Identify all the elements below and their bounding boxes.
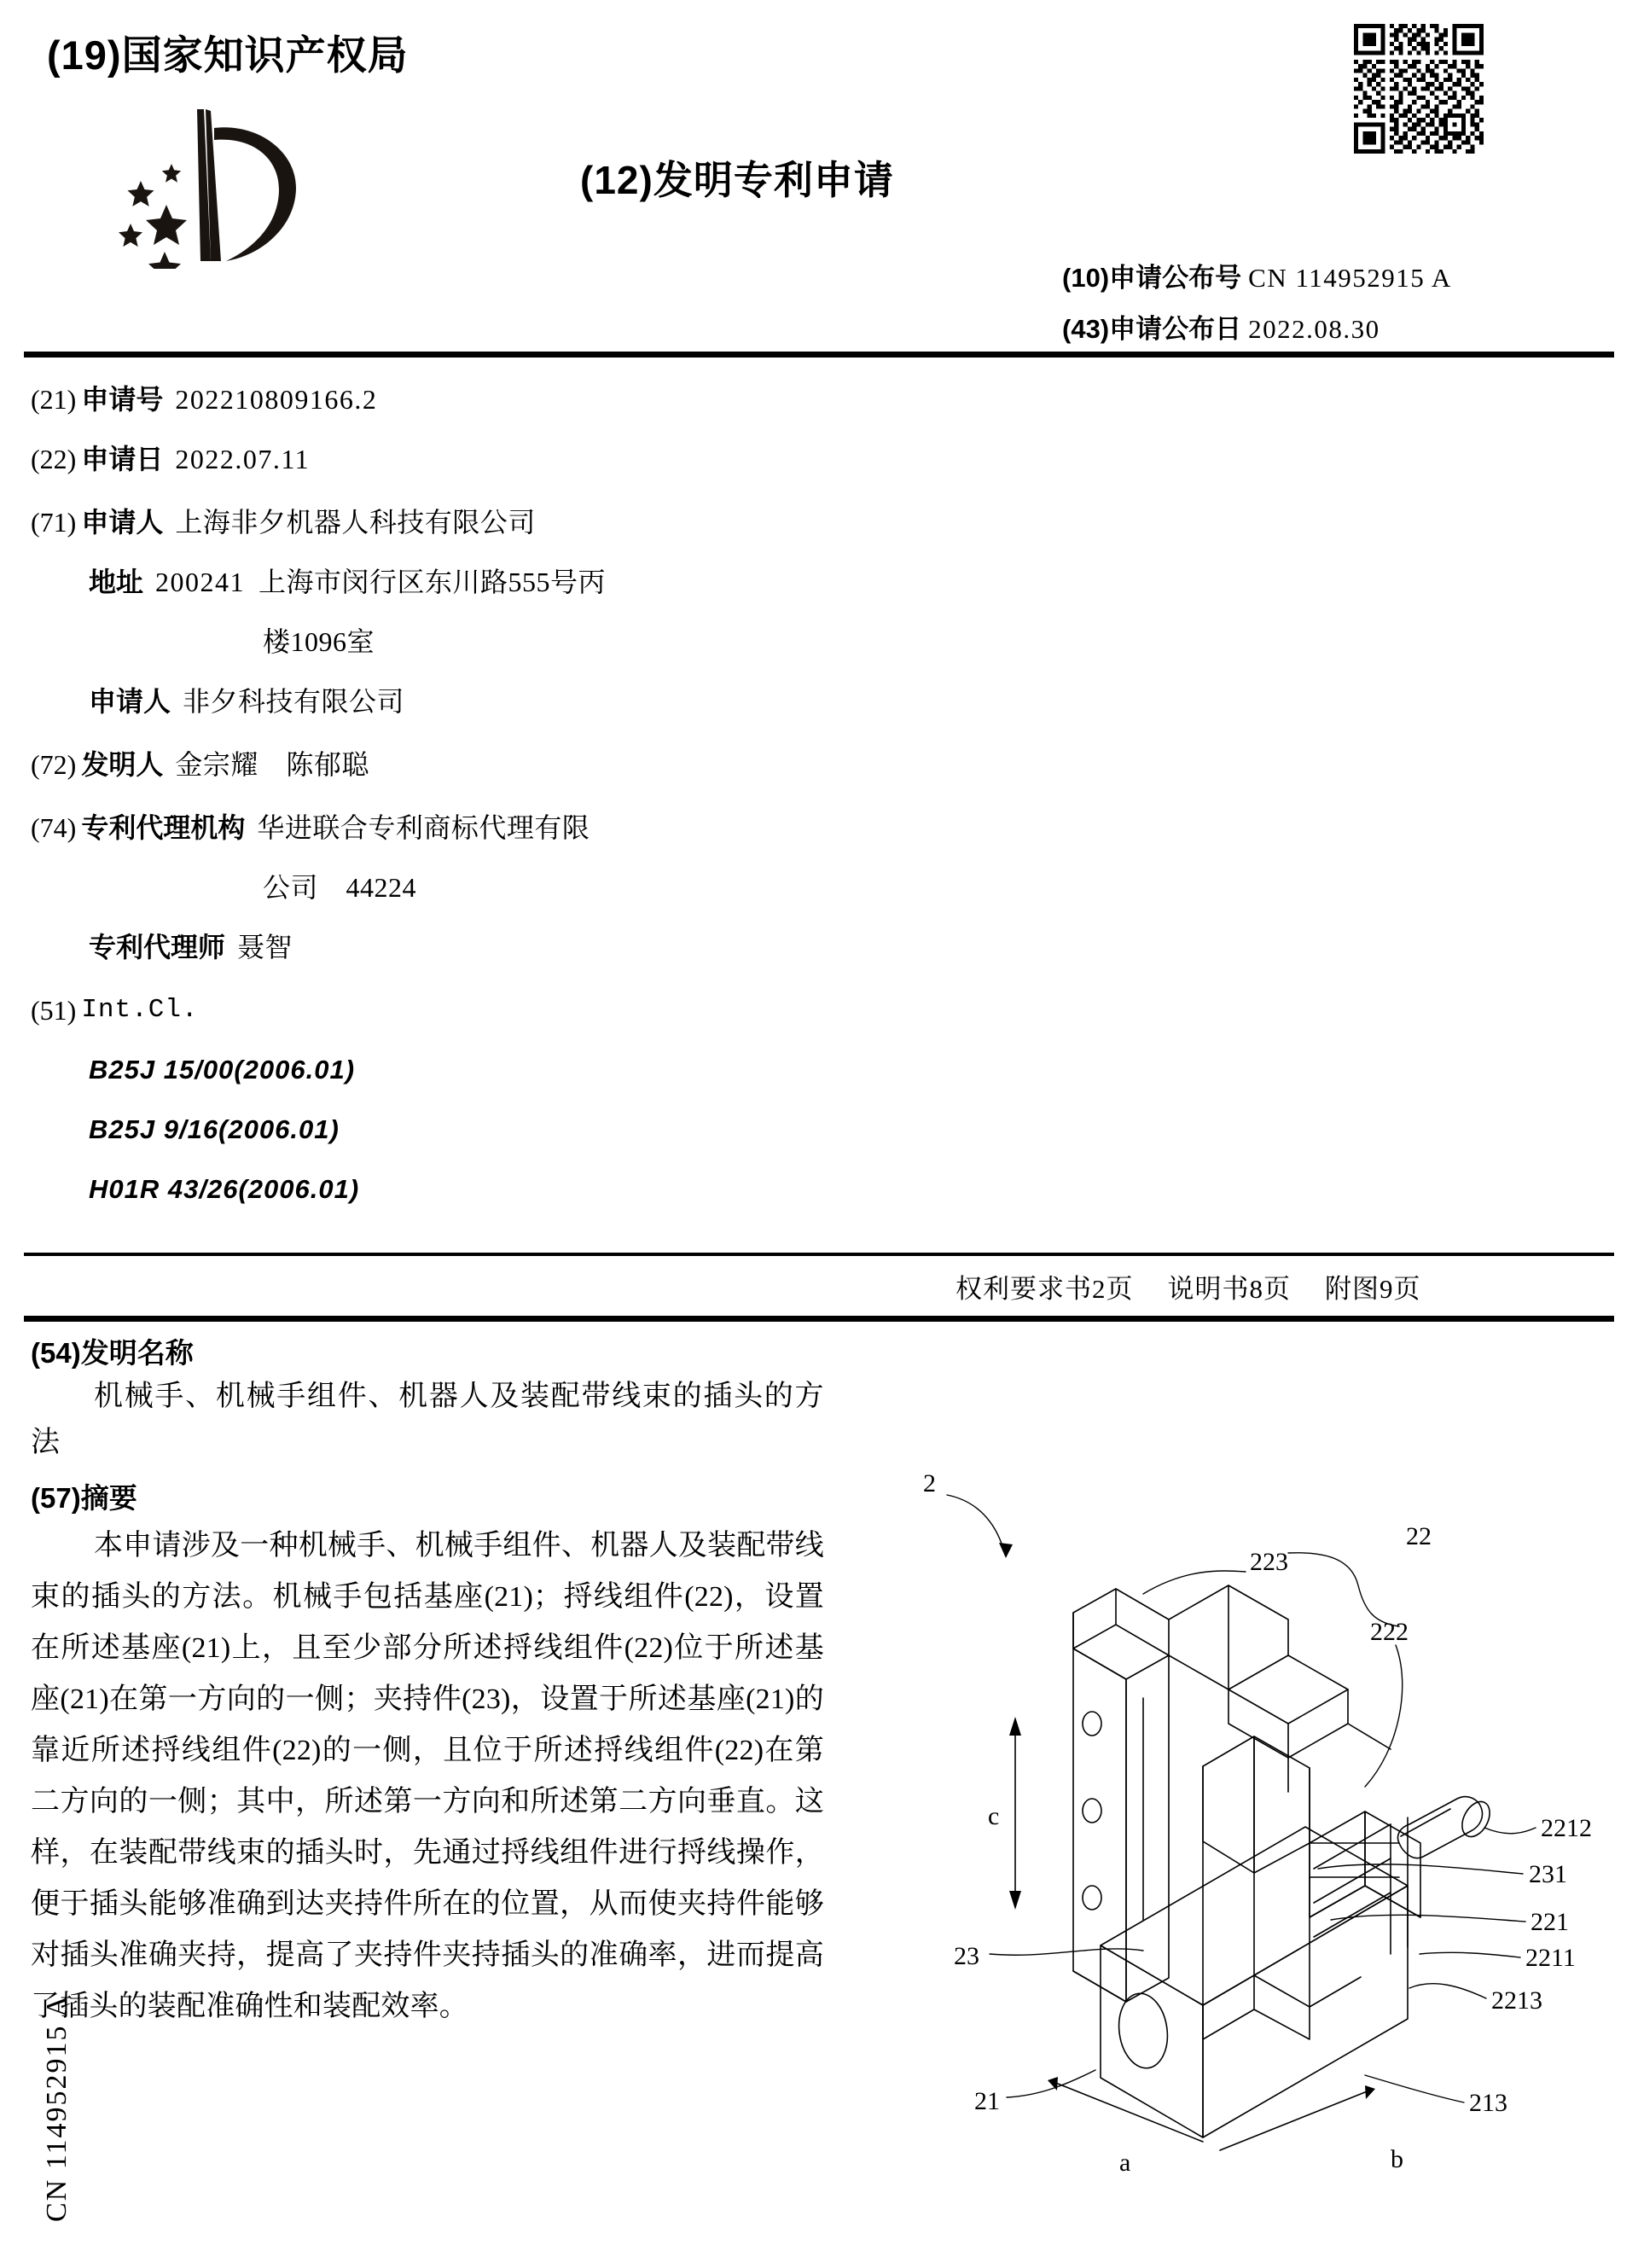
- field-application-date: [31, 435, 901, 483]
- fig-ref-213: 213: [1469, 2089, 1507, 2117]
- agency-line-2: 公司 44224: [263, 872, 417, 903]
- field-address-continued: [31, 618, 901, 666]
- field-agency: [31, 804, 901, 852]
- abstract-code: (57): [31, 1482, 81, 1514]
- publication-number-label: 申请公布号: [1109, 263, 1242, 293]
- invention-title-text: 机械手、机械手组件、机器人及装配带线束的插头的方法: [31, 1381, 824, 1458]
- field-agency-continued: [31, 864, 901, 911]
- publication-date-code: (43): [1062, 314, 1110, 344]
- page-counts: [956, 1267, 1455, 1306]
- abstract-text: 本申请涉及一种机械手、机械手组件、机器人及装配带线束的插头的方法。机械手包括基座(21)；捋线组件(22)，设置在所述基座(21)上，且至少部分所述捋线组件(22)位于所述基座(21)在第一方向的一侧；夹持件(23)，设置于所述基座(21)的靠近所述捋线组件(22)的一侧，且位于所述捋线组件(22)在第二方向的一侧；其中，所述第一方向和所述第二方向垂直。这样，在装配带线束的插头时，先通过捋线组件进行捋线操作，便于插头能够准确到达夹持件所在的位置，从而使夹持件能够对插头准确夹持，提高了夹持件夹持插头的准确率，进而提高了插头的装配准确性和装配效率。: [31, 1530, 824, 2022]
- inventors-value: 金宗耀 陈郁聪: [175, 749, 369, 780]
- ipc-edition: (2006.01): [218, 1114, 340, 1144]
- application-date-value: 2022.07.11: [175, 444, 311, 474]
- application-date-label: 申请日: [81, 444, 164, 474]
- publication-number-value: CN 114952915 A: [1248, 263, 1452, 293]
- abstract-label: 摘要: [80, 1482, 137, 1514]
- fig-ref-2: 2: [923, 1469, 936, 1497]
- side-publication-code: CN 114952915 A: [41, 1994, 73, 2222]
- ipc-symbol: B25J 15/00: [89, 1055, 235, 1085]
- ipc-entry: [31, 1166, 901, 1213]
- agent-label: 专利代理师: [89, 932, 226, 962]
- fig-ref-223: 223: [1250, 1548, 1288, 1576]
- field-ipc: [31, 986, 901, 1034]
- fig-ref-2213: 2213: [1491, 1986, 1542, 2015]
- document-kind-text: 发明专利申请: [653, 158, 894, 202]
- header-divider-top: [24, 352, 1614, 358]
- application-number-code: (21): [31, 384, 77, 415]
- application-date-code: (22): [31, 444, 77, 474]
- address-line-2: 楼1096室: [263, 626, 375, 657]
- fig-axis-a: a: [1119, 2149, 1131, 2177]
- fig-ref-2212: 2212: [1541, 1814, 1592, 1842]
- agency-code: (74): [31, 812, 77, 843]
- biblio-divider: [24, 1253, 1614, 1256]
- ipc-code: (51): [31, 995, 77, 1026]
- qr-code: [1353, 24, 1484, 154]
- publication-number-code: (10): [1062, 263, 1110, 293]
- ipc-entry: [31, 1106, 901, 1154]
- office-code: (19): [47, 32, 122, 78]
- publication-date-label: 申请公布日: [1109, 314, 1242, 344]
- ipc-symbol: H01R 43/26: [89, 1174, 239, 1204]
- ipc-label: Int.Cl.: [81, 995, 199, 1025]
- ipc-edition: (2006.01): [234, 1055, 356, 1085]
- address-postcode: 200241: [155, 567, 246, 597]
- field-applicant-secondary: [31, 677, 901, 725]
- field-application-number: [31, 375, 901, 423]
- fig-ref-231: 231: [1529, 1860, 1567, 1888]
- agency-line-1: 华进联合专利商标代理有限: [257, 812, 590, 843]
- application-number-label: 申请号: [81, 384, 164, 415]
- invention-title-heading: [31, 1331, 194, 1371]
- fig-ref-222: 222: [1370, 1618, 1409, 1646]
- applicant-value: 上海非夕机器人科技有限公司: [175, 507, 536, 538]
- address-line-1: 上海市闵行区东川路555号丙: [258, 567, 607, 597]
- field-applicant: [31, 498, 901, 546]
- bibliographic-data: [31, 375, 901, 1225]
- ipc-symbol: B25J 9/16: [89, 1114, 219, 1144]
- drawings-page-count: 附图9页: [1325, 1274, 1421, 1304]
- fig-ref-22: 22: [1406, 1522, 1432, 1550]
- cnipa-emblem: [115, 102, 303, 269]
- field-inventors: [31, 741, 901, 788]
- document-kind-code: (12): [580, 158, 653, 202]
- abstract-divider: [24, 1316, 1614, 1322]
- fig-ref-23: 23: [954, 1942, 979, 1970]
- office-name: [47, 24, 409, 81]
- fig-ref-21: 21: [974, 2087, 1000, 2115]
- ipc-entry: [31, 1046, 901, 1094]
- publication-date-value: 2022.08.30: [1248, 314, 1380, 344]
- fig-axis-b: b: [1391, 2145, 1403, 2173]
- claims-page-count: 权利要求书2页: [956, 1274, 1134, 1304]
- invention-title-label: 发明名称: [80, 1337, 194, 1369]
- publication-date: [1062, 307, 1380, 346]
- field-address: [31, 558, 901, 606]
- document-kind: [580, 149, 894, 206]
- fig-ref-2211: 2211: [1525, 1944, 1576, 1972]
- patent-figure-perspective-view: [887, 1442, 1638, 2193]
- applicant2-value: 非夕科技有限公司: [183, 686, 405, 717]
- application-number-value: 202210809166.2: [175, 384, 378, 415]
- address-label: 地址: [89, 567, 144, 597]
- applicant2-label: 申请人: [89, 686, 171, 717]
- invention-title-code: (54): [31, 1337, 81, 1369]
- inventors-label: 发明人: [81, 749, 164, 780]
- agent-value: 聂智: [237, 932, 293, 962]
- applicant-code: (71): [31, 507, 77, 538]
- applicant-label: 申请人: [81, 507, 164, 538]
- fig-ref-221: 221: [1531, 1908, 1569, 1936]
- fig-axis-c: c: [988, 1802, 1000, 1830]
- description-page-count: 说明书8页: [1167, 1274, 1291, 1304]
- publication-number: [1062, 256, 1452, 294]
- inventors-code: (72): [31, 749, 77, 780]
- agency-label: 专利代理机构: [81, 812, 246, 843]
- field-agent: [31, 923, 901, 971]
- office-name-text: 国家知识产权局: [121, 32, 409, 78]
- abstract-heading: [31, 1476, 137, 1516]
- ipc-edition: (2006.01): [238, 1174, 360, 1204]
